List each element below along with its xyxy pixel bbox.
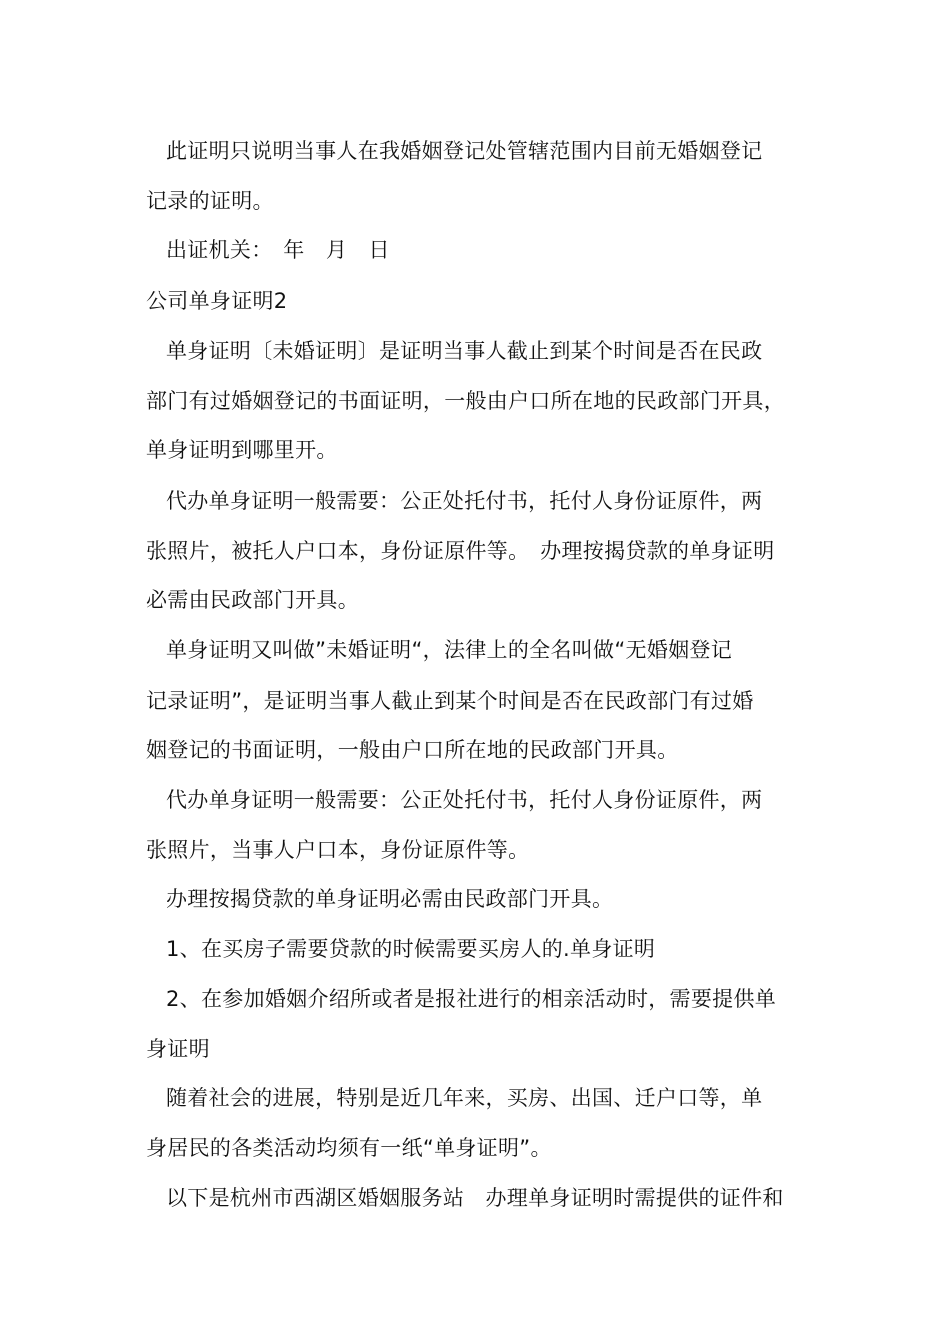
paragraph-line: 单身证明又叫做”未婚证明“，法律上的全名叫做“无婚姻登记 bbox=[166, 638, 733, 662]
paragraph-line: 姻登记的书面证明，一般由户口所在地的民政部门开具。 bbox=[146, 738, 679, 762]
paragraph-line: 随着社会的进展，特别是近几年来，买房、出国、迁户口等，单 bbox=[166, 1086, 763, 1110]
paragraph-line: 身居民的各类活动均须有一纸“单身证明”。 bbox=[146, 1136, 552, 1160]
paragraph-line: 记录的证明。 bbox=[146, 189, 274, 213]
list-item: 1、在买房子需要贷款的时候需要买房人的.单身证明 bbox=[166, 937, 656, 961]
paragraph-line: 部门有过婚姻登记的书面证明，一般由户口所在地的民政部门开具， bbox=[146, 389, 785, 413]
paragraph-line: 必需由民政部门开具。 bbox=[146, 588, 359, 612]
issuer-date-line: 出证机关： 年 月 日 bbox=[166, 238, 390, 262]
paragraph-line: 此证明只说明当事人在我婚姻登记处管辖范围内目前无婚姻登记 bbox=[166, 139, 763, 163]
paragraph-line: 代办单身证明一般需要：公正处托付书，托付人身份证原件，两 bbox=[166, 788, 763, 812]
paragraph-line: 以下是杭州市西湖区婚姻服务站 办理单身证明时需提供的证件和 bbox=[166, 1186, 784, 1210]
paragraph-line: 记录证明”，是证明当事人截止到某个时间是否在民政部门有过婚 bbox=[146, 689, 754, 713]
paragraph-line: 张照片，被托人户口本，身份证原件等。 办理按揭贷款的单身证明 bbox=[146, 539, 775, 563]
paragraph-line: 单身证明〔未婚证明〕是证明当事人截止到某个时间是否在民政 bbox=[166, 339, 763, 363]
list-item-continuation: 身证明 bbox=[146, 1037, 210, 1061]
paragraph-line: 张照片，当事人户口本，身份证原件等。 bbox=[146, 838, 530, 862]
paragraph-line: 代办单身证明一般需要：公正处托付书，托付人身份证原件，两 bbox=[166, 489, 763, 513]
paragraph-line: 单身证明到哪里开。 bbox=[146, 438, 338, 462]
paragraph-line: 办理按揭贷款的单身证明必需由民政部门开具。 bbox=[166, 887, 614, 911]
list-item: 2、在参加婚姻介绍所或者是报社进行的相亲活动时，需要提供单 bbox=[166, 987, 777, 1011]
section-heading: 公司单身证明2 bbox=[146, 289, 288, 313]
